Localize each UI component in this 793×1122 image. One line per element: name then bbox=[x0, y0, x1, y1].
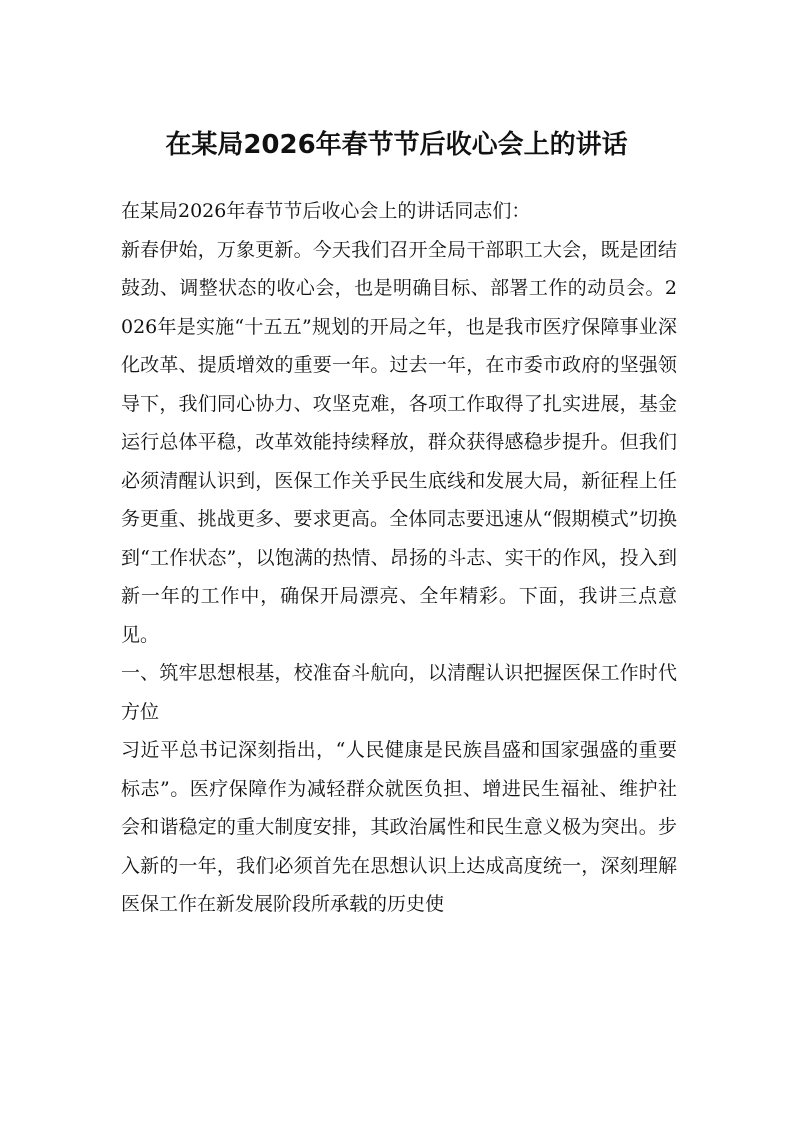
document-title: 在某局2026年春节节后收心会上的讲话 bbox=[165, 130, 628, 160]
document-body bbox=[121, 192, 677, 924]
section-1-paragraph: 习近平总书记深刻指出，“人民健康是民族昌盛和国家强盛的重要标志”。医疗保障作为减轻群众就医负担、增进民生福祉、维护社会和谐稳定的重大制度安排，其政治属性和民生意义极为突出。步入新的一年，我们必须首先在思想认识上达成高度统一，深刻理解医保工作在新发展阶段所承载的历史使 bbox=[121, 739, 677, 915]
opening-paragraph: 新春伊始，万象更新。今天我们召开全局干部职工大会，既是团结鼓劲、调整状态的收心会，也是明确目标、部署工作的动员会。2026年是实施“十五五”规划的开局之年，也是我市医疗保障事业深化改革、提质增效的重要一年。过去一年，在市委市政府的坚强领导下，我们同心协力、攻坚克难，各项工作取得了扎实进展，基金运行总体平稳，改革效能持续释放，群众获得感稳步提升。但我们必须清醒认识到，医保工作关乎民生底线和发展大局，新征程上任务更重、挑战更多、要求更高。全体同志要迅速从“假期模式”切换到“工作状态”，以饱满的热情、昂扬的斗志、实干的作风，投入到新一年的工作中，确保开局漂亮、全年精彩。下面，我讲三点意见。 bbox=[121, 238, 677, 646]
greeting-paragraph: 在某局2026年春节节后收心会上的讲话同志们： bbox=[121, 200, 531, 222]
section-heading-1: 一、筑牢思想根基，校准奋斗航向，以清醒认识把握医保工作时代方位 bbox=[121, 662, 677, 723]
